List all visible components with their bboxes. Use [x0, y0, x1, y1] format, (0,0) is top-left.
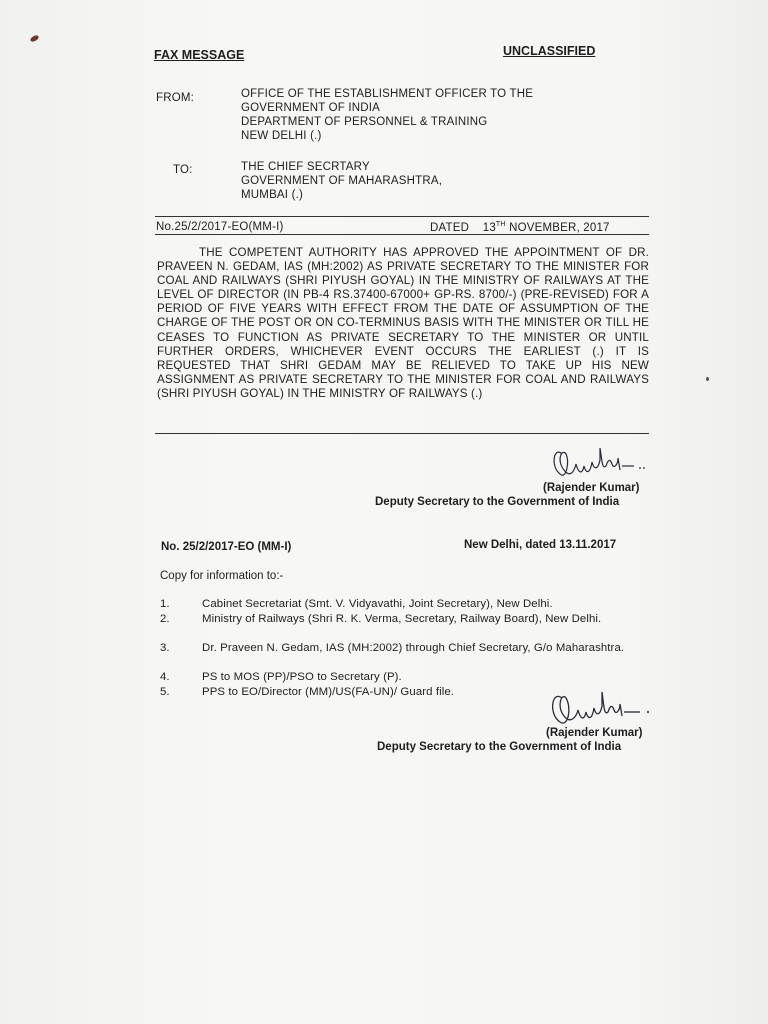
to-address: [241, 160, 442, 202]
from-line: OFFICE OF THE ESTABLISHMENT OFFICER TO THE: [241, 88, 534, 100]
copy-list-item: [160, 671, 652, 685]
ref-bottom-rule: [155, 234, 649, 235]
reference-date: [430, 218, 610, 235]
signatory-designation-1: Deputy Secretary to the Government of India: [375, 496, 620, 508]
from-label: FROM:: [156, 92, 195, 104]
copy-place-date: New Delhi, dated 13.11.2017: [464, 539, 617, 551]
copy-item-number: 3.: [160, 642, 170, 654]
copy-item-number: 2.: [160, 613, 170, 625]
from-line: DEPARTMENT OF PERSONNEL & TRAINING: [241, 116, 488, 128]
from-line: NEW DELHI (.): [241, 130, 322, 142]
copy-item-number: 5.: [160, 686, 170, 698]
message-body: THE COMPETENT AUTHORITY HAS APPROVED THE APPOINTMENT OF DR. PRAVEEN N. GEDAM, IAS (MH:2002) AS PRIVATE SECRETARY TO THE MINISTER FOR COAL AND RAILWAYS (SHRI PIYUSH GOYAL) IN THE MINISTRY OF RAILWAYS AT THE LEVEL OF DIRECTOR (IN PB-4 RS.37400-67000+ GP-RS. 8700/-) (PRE-REVISED) FOR A PERIOD OF FIVE YEARS WITH EFFECT FROM THE DATE OF ASSUMPTION OF THE CHARGE OF THE POST OR ON CO-TERMINUS BASIS WITH THE MINISTER OR TILL HE CEASES TO FUNCTION AS PRIVATE SECRETARY TO THE MINISTER OR UNTIL FURTHER ORDERS, WHICHEVER EVENT OCCURS THE EARLIEST (.) IT IS REQUESTED THAT SHRI GEDAM MAY BE RELIEVED TO TAKE UP HIS NEW ASSIGNMENT AS PRIVATE SECRETARY TO THE MINISTER FOR COAL AND RAILWAYS (SHRI PIYUSH GOYAL) IN THE MINISTRY OF RAILWAYS (.): [157, 246, 649, 400]
classification-label: UNCLASSIFIED: [503, 44, 596, 58]
to-line: GOVERNMENT OF MAHARASHTRA,: [241, 175, 443, 187]
date-ordinal: TH: [495, 221, 506, 228]
copy-item-number: 1.: [160, 598, 170, 610]
copy-item-text: Cabinet Secretariat (Smt. V. Vidyavathi, Joint Secretary), New Delhi.: [202, 598, 553, 610]
signatory-name-2: (Rajender Kumar): [546, 727, 643, 739]
copy-item-text: PPS to EO/Director (MM)/US(FA-UN)/ Guard file.: [202, 686, 455, 698]
from-line: GOVERNMENT OF INDIA: [241, 102, 381, 114]
copy-list-item: [160, 598, 652, 612]
copy-item-text: Dr. Praveen N. Gedam, IAS (MH:2002) through Chief Secretary, G/o Maharashtra.: [202, 642, 625, 654]
to-label: TO:: [173, 164, 193, 176]
copy-list-item: [160, 613, 652, 641]
copy-list-item: [160, 642, 652, 670]
ref-top-rule: [155, 216, 649, 217]
signatory-designation-2: Deputy Secretary to the Government of India: [377, 741, 622, 753]
to-line: MUMBAI (.): [241, 189, 304, 201]
copy-item-number: 4.: [160, 671, 170, 683]
signatory-name-1: (Rajender Kumar): [543, 482, 640, 494]
scan-speck-mark: [29, 34, 39, 43]
body-bottom-rule: [155, 433, 649, 434]
fax-message-label: FAX MESSAGE: [154, 48, 245, 62]
dated-label: DATED: [430, 221, 470, 234]
copy-reference-number: No. 25/2/2017-EO (MM-I): [161, 541, 292, 553]
copy-item-text: PS to MOS (PP)/PSO to Secretary (P).: [202, 671, 402, 683]
to-line: THE CHIEF SECRTARY: [241, 161, 370, 173]
copy-item-text: Ministry of Railways (Shri R. K. Verma, Secretary, Railway Board), New Delhi.: [202, 613, 602, 625]
reference-number: No.25/2/2017-EO(MM-I): [156, 221, 284, 233]
copy-intro: Copy for information to:-: [160, 570, 284, 582]
scan-speck-dot: [706, 377, 709, 381]
from-address: [241, 87, 533, 143]
date-day: 13: [482, 221, 496, 234]
date-month-year: NOVEMBER, 2017: [509, 221, 610, 234]
